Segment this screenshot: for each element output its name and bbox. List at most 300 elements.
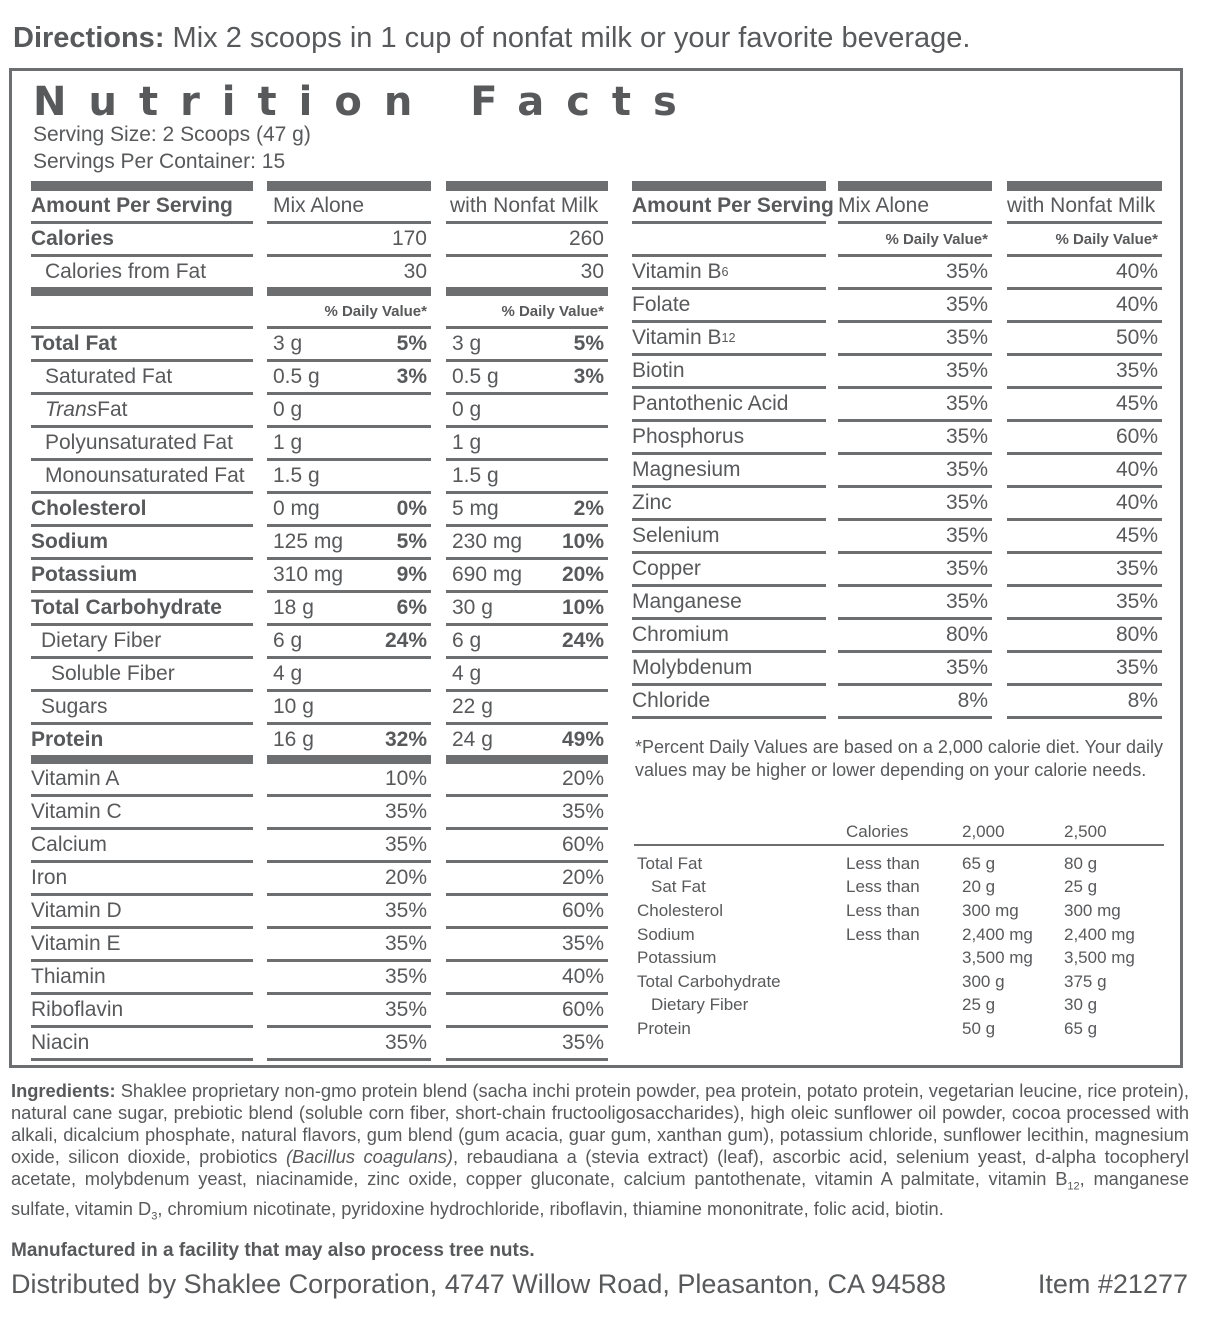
nutrient-milk-amount: 690 mg — [452, 563, 523, 586]
nutrient-milk — [446, 362, 608, 395]
nutrient-mix-amount: 1.5 g — [273, 464, 320, 487]
nutrient-milk-percent: 5% — [573, 332, 604, 355]
right-nutrient-mix — [838, 356, 992, 389]
right-nutrient-milk-value: 45% — [1115, 392, 1158, 415]
vitamin-row — [31, 962, 253, 995]
nutrient-mix-amount: 0.5 g — [273, 365, 320, 388]
dv-table-row — [634, 970, 1164, 994]
vitamin-mix — [267, 764, 431, 797]
dv-table-header-cell: 2,000 — [962, 822, 1005, 841]
right-nutrient-mix-value: 35% — [945, 524, 988, 547]
nutrient-mix — [267, 725, 431, 764]
nutrient-mix — [267, 593, 431, 626]
header-amount — [31, 191, 253, 224]
ingredients — [11, 1080, 1189, 1227]
right-nutrient-mix-value: 35% — [945, 326, 988, 349]
nutrient-mix-amount: 3 g — [273, 332, 303, 355]
top-bar — [1007, 181, 1162, 191]
serving-size: Serving Size: 2 Scoops (47 g) — [33, 123, 311, 146]
dv-table-row — [634, 876, 1164, 900]
calories-mix — [267, 224, 431, 257]
vitamin-mix — [267, 797, 431, 830]
nutrient-milk — [446, 659, 608, 692]
nutrient-milk — [446, 560, 608, 593]
dv-table-cell: 300 mg — [1064, 900, 1121, 920]
right-nutrient-mix — [838, 554, 992, 587]
directions-text: Mix 2 scoops in 1 cup of nonfat milk or your favorite beverage. — [164, 22, 971, 54]
right-dv-milk-label: % Daily Value* — [1055, 230, 1158, 248]
nutrient-label: Fat — [97, 398, 128, 421]
dv-table-header-cell: Calories — [846, 822, 909, 841]
left-label-column — [31, 181, 253, 1061]
right-nutrient-mix-value: 35% — [945, 425, 988, 448]
dv-table-cell: Total Carbohydrate — [637, 971, 781, 991]
right-nutrient-row — [632, 554, 826, 587]
nutrient-milk — [446, 725, 608, 764]
vitamin-milk-value: 60% — [561, 833, 604, 856]
vitamin-mix — [267, 995, 431, 1028]
dv-table-row — [634, 852, 1164, 876]
nutrient-row — [31, 692, 253, 725]
right-nutrient-milk-value: 40% — [1115, 260, 1158, 283]
dv-table-cell: 50 g — [962, 1018, 996, 1038]
right-nutrient-label: Folate — [632, 293, 691, 316]
dv-table-cell: 2,400 mg — [1064, 924, 1135, 944]
right-nutrient-row — [632, 620, 826, 653]
right-nutrient-milk — [1007, 455, 1162, 488]
right-nutrient-mix — [838, 488, 992, 521]
nutrient-mix — [267, 659, 431, 692]
nutrient-mix-amount: 125 mg — [273, 530, 344, 553]
right-nutrient-mix-value: 35% — [945, 260, 988, 283]
nutrient-mix — [267, 527, 431, 560]
dv-table-cell: 2,400 mg — [962, 924, 1033, 944]
vitamin-milk — [446, 797, 608, 830]
right-nutrient-sub: 6 — [721, 265, 729, 279]
right-nutrient-label: Molybdenum — [632, 656, 753, 679]
vitamin-milk — [446, 929, 608, 962]
nutrient-milk-amount: 24 g — [452, 728, 493, 751]
dv-table-cell: Less than — [846, 924, 920, 944]
dv-header-milk-label: % Daily Value* — [501, 302, 604, 320]
dv-header-spacer — [31, 296, 253, 329]
dv-table-cell: Potassium — [637, 948, 717, 968]
nutrient-milk-amount: 30 g — [452, 596, 493, 619]
right-nutrient-mix — [838, 389, 992, 422]
nutrient-mix-amount: 4 g — [273, 662, 303, 685]
vitamin-row — [31, 929, 253, 962]
vitamin-mix — [267, 896, 431, 929]
vitamin-milk-value: 60% — [561, 899, 604, 922]
calories-fat-label: Calories from Fat — [45, 260, 207, 283]
right-nutrient-row — [632, 356, 826, 389]
right-nutrient-milk-value: 8% — [1127, 689, 1158, 712]
vitamin-milk — [446, 764, 608, 797]
nutrient-row — [31, 560, 253, 593]
dv-table-cell: 3,500 mg — [1064, 948, 1135, 968]
right-mix-alone-column — [838, 181, 992, 719]
right-nutrient-milk — [1007, 620, 1162, 653]
dv-table-cell: Less than — [846, 853, 920, 873]
nutrient-milk — [446, 395, 608, 428]
nutrient-milk — [446, 329, 608, 362]
nutrient-mix-amount: 6 g — [273, 629, 303, 652]
nutrient-row — [31, 593, 253, 626]
calories-fat-mix-value: 30 — [403, 260, 427, 283]
calories-row — [31, 224, 253, 257]
right-nutrient-milk — [1007, 488, 1162, 521]
right-nutrient-milk — [1007, 389, 1162, 422]
calories-fat-milk — [446, 257, 608, 296]
calories-fat-mix — [267, 257, 431, 296]
nutrient-mix-amount: 1 g — [273, 431, 303, 454]
nutrient-milk-amount: 6 g — [452, 629, 482, 652]
nutrient-milk — [446, 626, 608, 659]
right-nutrient-mix-value: 8% — [957, 689, 988, 712]
right-nutrient-milk — [1007, 587, 1162, 620]
nutrient-milk — [446, 461, 608, 494]
top-bar — [838, 181, 992, 191]
right-nutrient-milk-value: 40% — [1115, 293, 1158, 316]
right-nutrient-milk — [1007, 290, 1162, 323]
dv-table-cell: Cholesterol — [637, 900, 723, 920]
vitamin-row — [31, 1028, 253, 1061]
nutrient-mix-percent: 6% — [396, 596, 427, 619]
vitamin-milk-value: 35% — [561, 800, 604, 823]
ingredients-sub-2: 3 — [151, 1210, 158, 1223]
right-nutrient-label: Copper — [632, 557, 701, 580]
right-nutrient-label: Vitamin B — [632, 326, 722, 349]
dv-table-cell: Sodium — [637, 924, 695, 944]
calories-fat-row — [31, 257, 253, 296]
nutrient-label: Saturated Fat — [45, 365, 173, 388]
right-nutrient-mix — [838, 257, 992, 290]
right-nutrient-mix — [838, 422, 992, 455]
vitamin-mix — [267, 863, 431, 896]
right-header-milk — [1007, 191, 1162, 224]
dv-table-row — [634, 923, 1164, 947]
nutrient-milk — [446, 428, 608, 461]
right-nutrient-mix-value: 35% — [945, 557, 988, 580]
right-nutrient-label: Vitamin B — [632, 260, 722, 283]
vitamin-mix-value: 35% — [384, 998, 427, 1021]
right-nutrient-milk — [1007, 257, 1162, 290]
vitamin-label: Iron — [31, 866, 68, 889]
vitamin-label: Thiamin — [31, 965, 106, 988]
right-nutrient-label: Phosphorus — [632, 425, 745, 448]
dv-table-cell: 20 g — [962, 877, 996, 897]
right-nutrient-row — [632, 455, 826, 488]
nutrient-row — [31, 395, 253, 428]
ingredients-sub-1: 12 — [1067, 1180, 1080, 1193]
right-nutrient-label: Biotin — [632, 359, 685, 382]
dv-table-cell: Less than — [846, 877, 920, 897]
nutrient-mix-amount: 0 g — [273, 398, 303, 421]
ingredients-text-d: , chromium nicotinate, pyridoxine hydrochloride, riboflavin, thiamine mononitrate, folic acid, biotin. — [157, 1197, 944, 1219]
nutrient-milk-amount: 1.5 g — [452, 464, 499, 487]
nutrient-milk-percent: 3% — [573, 365, 604, 388]
vitamin-mix-value: 35% — [384, 965, 427, 988]
vitamin-milk — [446, 1028, 608, 1061]
nutrient-milk-amount: 22 g — [452, 695, 493, 718]
nutrient-milk-amount: 230 mg — [452, 530, 523, 553]
right-nutrient-row — [632, 521, 826, 554]
nutrient-milk-amount: 5 mg — [452, 497, 499, 520]
nutrient-mix — [267, 329, 431, 362]
nutrient-label: Dietary Fiber — [41, 629, 162, 652]
right-header-milk-label: with Nonfat Milk — [1007, 194, 1156, 217]
right-nutrient-mix-value: 35% — [945, 656, 988, 679]
nutrient-milk-amount: 4 g — [452, 662, 482, 685]
right-nutrient-mix-value: 35% — [945, 491, 988, 514]
nutrient-mix — [267, 626, 431, 659]
right-nutrient-mix — [838, 686, 992, 719]
nutrient-row — [31, 428, 253, 461]
nutrient-mix-amount: 310 mg — [273, 563, 344, 586]
right-nutrient-mix-value: 35% — [945, 392, 988, 415]
header-mix — [267, 191, 431, 224]
vitamin-row — [31, 863, 253, 896]
nutrient-mix-amount: 16 g — [273, 728, 314, 751]
daily-value-reference-table — [634, 818, 1164, 1041]
right-nutrient-milk-value: 40% — [1115, 491, 1158, 514]
vitamin-milk — [446, 863, 608, 896]
dv-table-cell: Protein — [637, 1018, 691, 1038]
nutrient-mix-percent: 24% — [384, 629, 427, 652]
vitamin-mix-value: 20% — [384, 866, 427, 889]
right-header-amount — [632, 191, 834, 224]
right-dv-mix — [838, 224, 992, 257]
dv-header-milk — [446, 296, 608, 329]
vitamin-milk — [446, 896, 608, 929]
vitamin-mix — [267, 830, 431, 863]
dv-table-cell: Total Fat — [637, 853, 703, 873]
right-nutrient-row — [632, 686, 826, 719]
dv-table-cell: Less than — [846, 900, 920, 920]
right-dv-mix-label: % Daily Value* — [885, 230, 988, 248]
nutrient-milk — [446, 494, 608, 527]
vitamin-milk-value: 35% — [561, 1031, 604, 1054]
calories-fat-milk-value: 30 — [580, 260, 604, 283]
right-nutrient-mix — [838, 323, 992, 356]
vitamin-row — [31, 995, 253, 1028]
nutrient-milk — [446, 692, 608, 725]
ingredients-text-a: Shaklee proprietary non-gmo protein blend (sacha inchi protein powder, pea protein, potato protein, vegetarian leucine, rice protein), natural cane sugar, prebiotic blend (soluble corn fiber, short-chain fructooligosaccharides), high oleic sunflower oil powder, cocoa processed with alkali, dicalcium phosphate, natural flavors, gum blend (gum acacia, guar gum, xanthan gum), potassium chloride, sunflower lecithin, magnesium oxide, silicon dioxide, probiotics — [11, 1080, 1189, 1167]
vitamin-mix — [267, 1028, 431, 1061]
nutrient-label: Monounsaturated Fat — [45, 464, 245, 487]
right-nutrient-sub: 12 — [721, 331, 736, 345]
vitamin-mix-value: 10% — [384, 767, 427, 790]
facility-notice: Manufactured in a facility that may also process tree nuts. — [11, 1240, 535, 1261]
right-nutrient-milk — [1007, 323, 1162, 356]
top-bar — [446, 181, 608, 191]
right-nutrient-milk-value: 50% — [1115, 326, 1158, 349]
right-nutrient-milk — [1007, 422, 1162, 455]
nutrient-row — [31, 461, 253, 494]
nutrient-milk-percent: 20% — [561, 563, 604, 586]
right-nutrient-mix — [838, 521, 992, 554]
vitamin-mix-value: 35% — [384, 833, 427, 856]
vitamin-milk — [446, 962, 608, 995]
dv-table-cell: 25 g — [1064, 877, 1098, 897]
nutrient-mix-percent: 0% — [396, 497, 427, 520]
vitamin-milk-value: 35% — [561, 932, 604, 955]
dv-table-row — [634, 994, 1164, 1018]
vitamin-mix-value: 35% — [384, 1031, 427, 1054]
vitamin-milk-value: 40% — [561, 965, 604, 988]
nutrient-mix — [267, 494, 431, 527]
vitamin-label: Vitamin D — [31, 899, 122, 922]
nutrient-milk-percent: 49% — [561, 728, 604, 751]
right-header-mix — [838, 191, 992, 224]
right-nutrient-milk-value: 35% — [1115, 557, 1158, 580]
right-nutrient-milk — [1007, 554, 1162, 587]
nutrient-label: Cholesterol — [31, 497, 147, 520]
right-dv-spacer — [632, 224, 826, 257]
nutrient-mix-percent: 9% — [396, 563, 427, 586]
dv-header-mix-label: % Daily Value* — [324, 302, 427, 320]
dv-table-header — [634, 818, 1164, 846]
calories-milk-value: 260 — [568, 227, 604, 250]
right-dv-milk — [1007, 224, 1162, 257]
right-nutrient-row — [632, 422, 826, 455]
vitamin-mix-value: 35% — [384, 932, 427, 955]
dv-header-mix — [267, 296, 431, 329]
right-nutrient-milk — [1007, 686, 1162, 719]
vitamin-milk-value: 20% — [561, 767, 604, 790]
nutrient-mix — [267, 461, 431, 494]
vitamin-label: Vitamin E — [31, 932, 121, 955]
right-nutrient-milk — [1007, 356, 1162, 389]
header-mix-label: Mix Alone — [273, 194, 365, 217]
ingredients-italic: (Bacillus coagulans) — [285, 1146, 453, 1167]
vitamin-label: Niacin — [31, 1031, 90, 1054]
right-nutrient-milk-value: 60% — [1115, 425, 1158, 448]
dv-table-cell: 65 g — [962, 853, 996, 873]
nutrient-label-italic: Trans — [45, 398, 98, 421]
nutrition-facts-title: Nutrition Facts — [33, 79, 699, 125]
dv-table-cell: 30 g — [1064, 995, 1098, 1015]
ingredients-text-c: , manganese sulfate, vitamin D — [11, 1168, 1189, 1219]
nutrient-mix-percent: 5% — [396, 530, 427, 553]
right-nutrient-mix — [838, 653, 992, 686]
nutrient-label: Total Fat — [31, 332, 117, 355]
top-bar — [267, 181, 431, 191]
header-milk — [446, 191, 608, 224]
right-nutrient-mix — [838, 455, 992, 488]
nutrient-label: Soluble Fiber — [51, 662, 175, 685]
right-nutrient-milk-value: 40% — [1115, 458, 1158, 481]
dv-table-header-cell: 2,500 — [1064, 822, 1107, 841]
dv-table-row — [634, 1017, 1164, 1041]
nutrient-label: Sodium — [31, 530, 108, 553]
right-header-mix-label: Mix Alone — [838, 194, 930, 217]
header-milk-label: with Nonfat Milk — [450, 194, 599, 217]
right-nutrient-row — [632, 488, 826, 521]
vitamin-milk-value: 60% — [561, 998, 604, 1021]
right-nutrient-mix — [838, 290, 992, 323]
vitamin-mix-value: 35% — [384, 800, 427, 823]
nutrient-mix-amount: 0 mg — [273, 497, 320, 520]
right-nutrient-label: Chromium — [632, 623, 729, 646]
mix-alone-column — [267, 181, 431, 1061]
right-nutrient-label: Pantothenic Acid — [632, 392, 789, 415]
nutrient-milk-amount: 1 g — [452, 431, 482, 454]
nutrient-label: Polyunsaturated Fat — [45, 431, 233, 454]
dv-table-row — [634, 946, 1164, 970]
dv-table-cell: 3,500 mg — [962, 948, 1033, 968]
calories-milk — [446, 224, 608, 257]
nutrient-milk-amount: 0 g — [452, 398, 482, 421]
nutrient-milk-percent: 10% — [561, 596, 604, 619]
right-nutrient-row — [632, 587, 826, 620]
nutrient-label: Sugars — [41, 695, 108, 718]
right-nutrient-label: Manganese — [632, 590, 742, 613]
nutrient-label: Potassium — [31, 563, 138, 586]
vitamin-mix-value: 35% — [384, 899, 427, 922]
dv-table-cell: 300 g — [962, 971, 1005, 991]
right-nutrient-label: Selenium — [632, 524, 720, 547]
vitamin-milk — [446, 995, 608, 1028]
nutrient-mix-amount: 10 g — [273, 695, 314, 718]
right-nutrient-row — [632, 389, 826, 422]
nutrient-milk-percent: 24% — [561, 629, 604, 652]
dv-table-cell: 300 mg — [962, 900, 1019, 920]
right-nutrient-row — [632, 257, 826, 290]
nutrient-milk — [446, 527, 608, 560]
right-nutrient-mix — [838, 587, 992, 620]
directions — [13, 22, 970, 55]
nutrient-row — [31, 626, 253, 659]
nutrient-mix — [267, 362, 431, 395]
directions-label: Directions: — [13, 22, 165, 54]
dv-table-cell: 65 g — [1064, 1018, 1098, 1038]
dv-table-cell: Dietary Fiber — [651, 995, 749, 1015]
right-nutrient-label: Chloride — [632, 689, 711, 712]
nutrient-row — [31, 527, 253, 560]
right-nutrient-milk-value: 35% — [1115, 656, 1158, 679]
item-number: Item #21277 — [1037, 1269, 1188, 1299]
nutrient-mix-percent: 3% — [396, 365, 427, 388]
vitamin-row — [31, 830, 253, 863]
nutrient-row — [31, 659, 253, 692]
nutrition-facts-panel — [9, 68, 1183, 1068]
right-nutrient-milk-value: 35% — [1115, 590, 1158, 613]
vitamin-row — [31, 764, 253, 797]
nutrient-milk — [446, 593, 608, 626]
servings-per-container: Servings Per Container: 15 — [33, 150, 286, 173]
daily-value-footnote: *Percent Daily Values are based on a 2,000 calorie diet. Your daily values may be higher or lower depending on your calorie needs. — [635, 737, 1164, 780]
vitamin-label: Riboflavin — [31, 998, 124, 1021]
nutrient-milk-amount: 3 g — [452, 332, 482, 355]
nutrient-milk-percent: 10% — [561, 530, 604, 553]
nutrient-label: Protein — [31, 728, 104, 751]
dv-table-cell: 80 g — [1064, 853, 1098, 873]
top-bar — [31, 181, 253, 191]
dv-table-cell: Sat Fat — [651, 877, 706, 897]
nutrient-row — [31, 725, 253, 764]
right-nutrient-label: Zinc — [632, 491, 672, 514]
ingredients-text-b: , rebaudiana a (stevia extract) (leaf), ascorbic acid, selenium yeast, d-alpha tocopheryl acetate, molybdenum yeast, niacinamide, zinc oxide, copper gluconate, calcium pantothenate, vitamin A palmitate, vitamin B — [11, 1146, 1189, 1189]
right-nonfat-milk-column — [1007, 181, 1162, 719]
nutrient-mix-percent: 32% — [384, 728, 427, 751]
right-nutrient-mix-value: 35% — [945, 458, 988, 481]
dv-table-cell: 375 g — [1064, 971, 1107, 991]
vitamin-label: Vitamin C — [31, 800, 122, 823]
right-nutrient-row — [632, 290, 826, 323]
vitamin-row — [31, 797, 253, 830]
nutrient-mix — [267, 428, 431, 461]
